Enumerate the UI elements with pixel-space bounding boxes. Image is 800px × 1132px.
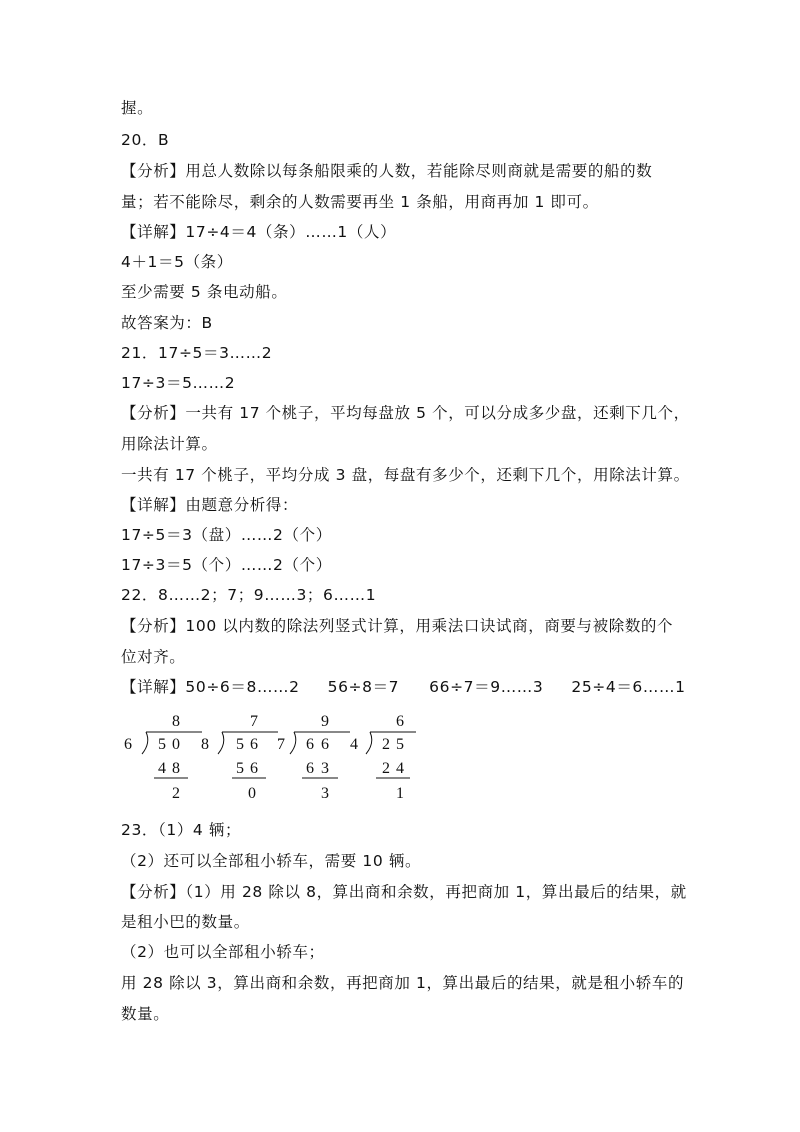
divisor: 7 [277, 736, 285, 753]
product-digit: 6 [306, 760, 314, 777]
long-division-3 [277, 713, 350, 802]
long-division-group [118, 705, 438, 805]
long-division-4 [350, 713, 416, 802]
equation: 50÷6＝8……2 [185, 678, 300, 696]
question-22-answer: 22．8……2；7；9……3；6……1 [121, 586, 377, 604]
text-line: 4＋1＝5（条） [121, 253, 233, 271]
dividend-digit: 0 [172, 736, 180, 753]
detail-label: 【详解】 [121, 678, 186, 696]
dividend-digit: 6 [321, 736, 329, 753]
text-line: （2）还可以全部租小轿车，需要 10 辆。 [121, 852, 422, 870]
text-line: 【分析】100 以内数的除法列竖式计算，用乘法口诀试商，商要与被除数的个 [121, 617, 674, 635]
text-line: 故答案为：B [121, 314, 213, 332]
dividend-digit: 6 [250, 736, 258, 753]
text-line: 17÷3＝5（个）……2（个） [121, 556, 332, 574]
equation: 66÷7＝9……3 [429, 678, 544, 696]
text-line: 【分析】用总人数除以每条船限乘的人数，若能除尽则商就是需要的船的数 [121, 162, 653, 180]
quotient-digit: 7 [250, 713, 258, 730]
remainder: 0 [248, 785, 256, 802]
text-line: 【分析】（1）用 28 除以 8，算出商和余数，再把商加 1，算出最后的结果，就 [121, 883, 687, 901]
divisor: 8 [201, 736, 209, 753]
quotient-digit: 6 [396, 713, 404, 730]
text-line: 17÷3＝5……2 [121, 374, 236, 392]
product-digit: 4 [158, 760, 166, 777]
product-digit: 3 [321, 760, 329, 777]
long-division-svg [118, 705, 438, 805]
division-bracket [366, 732, 416, 754]
division-bracket [218, 732, 278, 754]
text-line: 量；若不能除尽，剩余的人数需要再坐 1 条船，用商再加 1 即可。 [121, 193, 599, 211]
equation: 56÷8＝7 [327, 678, 400, 696]
product-digit: 5 [236, 760, 244, 777]
dividend-digit: 2 [382, 736, 390, 753]
text-line: 一共有 17 个桃子，平均分成 3 盘，每盘有多少个，还剩下几个，用除法计算。 [121, 466, 690, 484]
product-digit: 2 [382, 760, 390, 777]
quotient-digit: 8 [172, 713, 180, 730]
remainder: 1 [396, 785, 404, 802]
detail-22-equations [121, 676, 686, 698]
question-21-answer: 21．17÷5＝3……2 [121, 344, 273, 362]
text-line: 是租小巴的数量。 [121, 913, 250, 931]
divisor: 4 [350, 736, 358, 753]
quotient-digit: 9 [321, 713, 329, 730]
product-digit: 4 [396, 760, 404, 777]
text-line: （2）也可以全部租小轿车； [121, 943, 325, 961]
dividend-digit: 5 [236, 736, 244, 753]
text-line: 握。 [121, 99, 154, 117]
question-20-answer: 20．B [121, 131, 170, 149]
text-line: 至少需要 5 条电动船。 [121, 283, 288, 301]
text-line: 用 28 除以 3，算出商和余数，再把商加 1，算出最后的结果，就是租小轿车的 [121, 974, 685, 992]
question-23-answer: 23．（1）4 辆； [121, 821, 242, 839]
dividend-digit: 5 [396, 736, 404, 753]
long-division-2 [201, 713, 278, 802]
division-bracket [290, 732, 350, 754]
remainder: 3 [321, 785, 329, 802]
text-line: 【分析】一共有 17 个桃子，平均每盘放 5 个，可以分成多少盘，还剩下几个， [121, 404, 690, 422]
divisor: 6 [124, 736, 132, 753]
remainder: 2 [172, 785, 180, 802]
product-digit: 8 [172, 760, 180, 777]
equation: 25÷4＝6……1 [571, 678, 686, 696]
dividend-digit: 6 [306, 736, 314, 753]
text-line: 数量。 [121, 1005, 170, 1023]
text-line: 17÷5＝3（盘）……2（个） [121, 526, 332, 544]
text-line: 【详解】17÷4＝4（条）……1（人） [121, 223, 397, 241]
product-digit: 6 [250, 760, 258, 777]
long-division-1 [124, 713, 202, 802]
text-line: 【详解】由题意分析得： [121, 496, 299, 514]
text-line: 位对齐。 [121, 648, 186, 666]
text-line: 用除法计算。 [121, 435, 218, 453]
dividend-digit: 5 [158, 736, 166, 753]
